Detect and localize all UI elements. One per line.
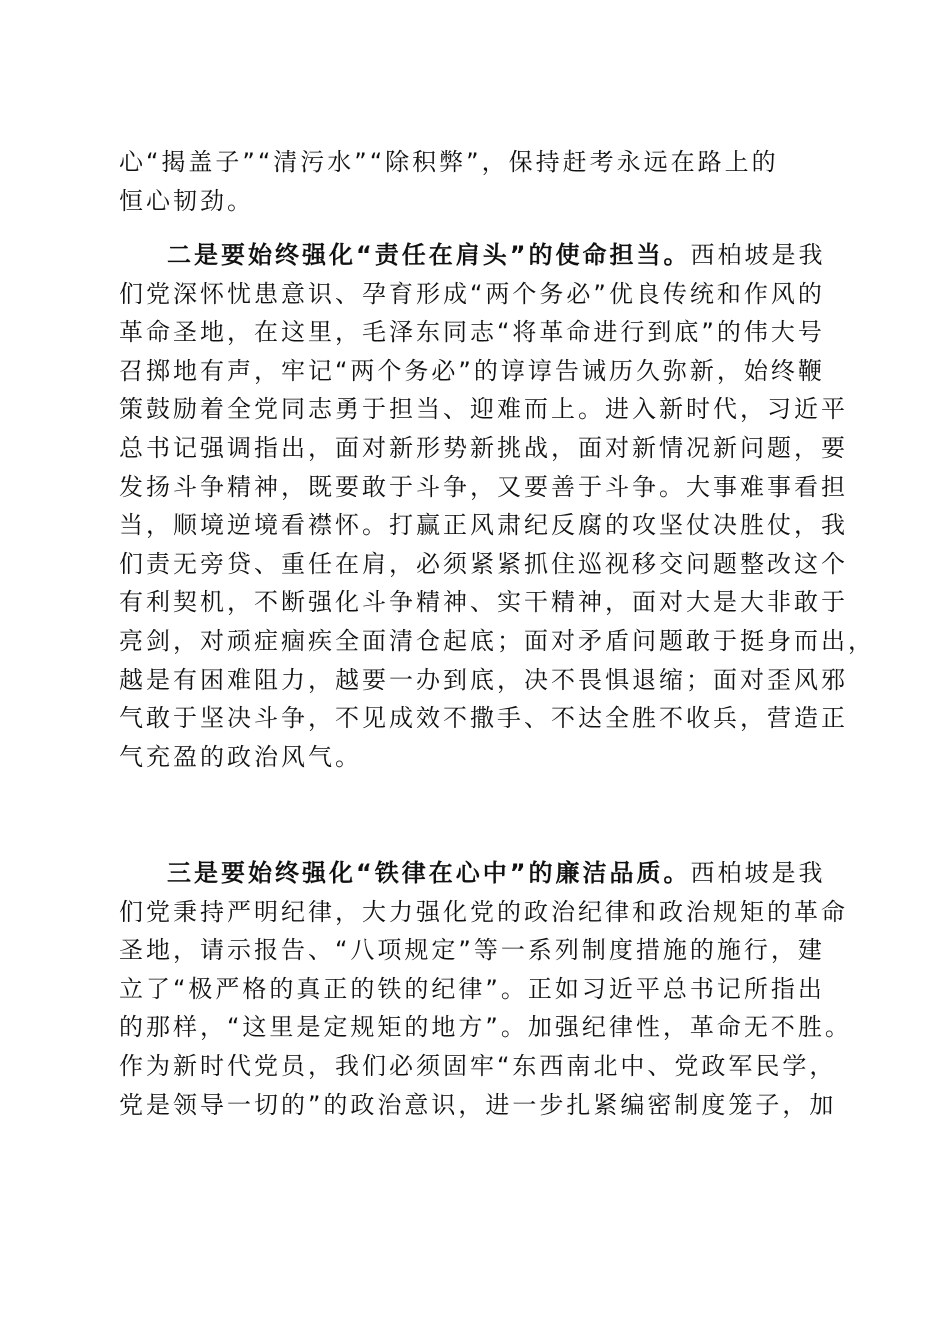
text-line: 气充盈的政治风气。 (119, 742, 362, 771)
text-line: 作为新时代党员，我们必须固牢“东西南北中、党政军民学， (119, 1051, 837, 1080)
text-line: 党是领导一切的”的政治意识，进一步扎紧编密制度笼子，加 (119, 1090, 837, 1119)
text-line: 的那样，“这里是定规矩的地方”。加强纪律性，革命无不胜。 (119, 1013, 852, 1042)
text-line: 恒心韧劲。 (119, 186, 254, 215)
text-line: 发扬斗争精神，既要敢于斗争，又要善于斗争。大事难事看担 (119, 472, 848, 501)
text-line: 有利契机，不断强化斗争精神、实干精神，面对大是大非敢于 (119, 588, 848, 617)
heading-continuation: 西柏坡是我 (690, 859, 826, 887)
paragraph-heading: 三是要始终强化“铁律在心中”的廉洁品质。 (167, 859, 691, 887)
text-line: 革命圣地，在这里，毛泽东同志“将革命进行到底”的伟大号 (119, 318, 825, 347)
text-line: 们党秉持严明纪律，大力强化党的政治纪律和政治规矩的革命 (119, 897, 848, 926)
paragraph-2 (119, 236, 875, 776)
paragraph-first-line (119, 854, 831, 893)
paragraph-heading: 二是要始终强化“责任在肩头”的使命担当。 (167, 241, 691, 269)
paragraph-first-line (119, 236, 831, 275)
heading-continuation: 西柏坡是我 (690, 241, 826, 269)
paragraph-1 (119, 143, 831, 220)
text-line: 当，顺境逆境看襟怀。打赢正风肃纪反腐的攻坚仗决胜仗，我 (119, 511, 848, 540)
text-line: 们责无旁贷、重任在肩，必须紧紧抓住巡视移交问题整改这个 (119, 549, 848, 578)
text-line: 总书记强调指出，面对新形势新挑战，面对新情况新问题，要 (119, 433, 848, 462)
text-line: 越是有困难阻力，越要一办到底，决不畏惧退缩；面对歪风邪 (119, 665, 848, 694)
text-line: 亮剑，对顽症痼疾全面清仓起底；面对矛盾问题敢于挺身而出， (119, 626, 875, 655)
text-line: 心“揭盖子”“清污水”“除积弊”，保持赶考永远在路上的 (119, 148, 779, 176)
text-line: 召掷地有声，牢记“两个务必”的谆谆告诫历久弥新，始终鞭 (119, 356, 825, 385)
paragraph-3 (119, 854, 852, 1124)
text-line: 们党深怀忧患意识、孕育形成“两个务必”优良传统和作风的 (119, 279, 825, 308)
text-line: 气敢于坚决斗争，不见成效不撒手、不达全胜不收兵，营造正 (119, 704, 848, 733)
text-line: 立了“极严格的真正的铁的纪律”。正如习近平总书记所指出 (119, 974, 825, 1003)
text-line: 圣地，请示报告、“八项规定”等一系列制度措施的施行，建 (119, 936, 825, 965)
text-line: 策鼓励着全党同志勇于担当、迎难而上。进入新时代，习近平 (119, 395, 848, 424)
